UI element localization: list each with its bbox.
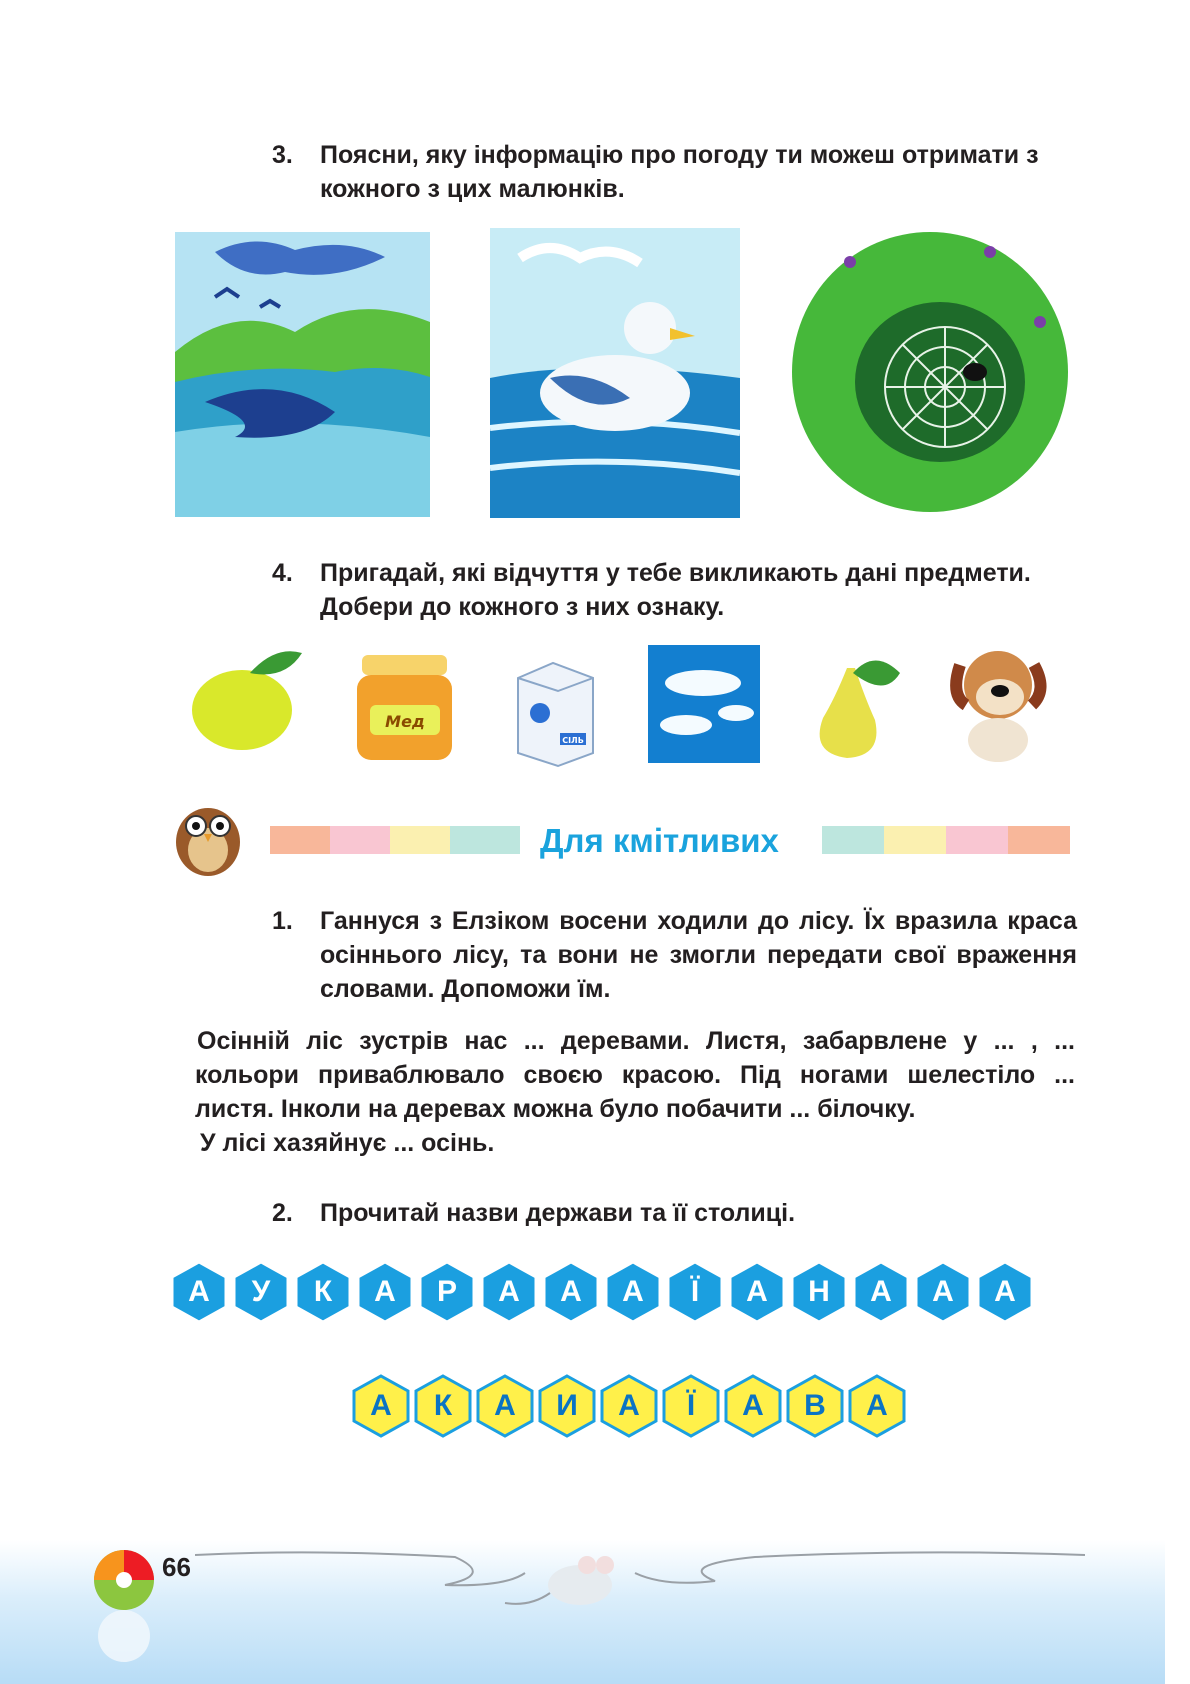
color-stripe	[822, 826, 884, 854]
puzzle-hex-tile	[480, 1260, 538, 1324]
page-number: 66	[162, 1552, 191, 1582]
puzzle-hex-tile	[294, 1260, 352, 1324]
bonus-task-1	[272, 904, 1077, 1006]
puzzle-hex-tile	[976, 1260, 1034, 1324]
mouse-decoration-line	[195, 1545, 1085, 1615]
puzzle-hex-tile	[542, 1260, 600, 1324]
seagull-picture	[490, 228, 740, 518]
story-text: Осінній ліс зустрів нас ... деревами. Листя, забарвлене у ... , ... кольори приваблювало своєю красою. Під ногами шелестіло ... листя. Інколи на деревах можна було побачити ... білочку.	[195, 1027, 1075, 1123]
puzzle-hex-tile	[852, 1260, 910, 1324]
puzzle-letter: А	[498, 1275, 520, 1308]
puzzle-row-capital	[352, 1374, 910, 1438]
puzzle-row-country	[170, 1260, 1038, 1324]
puzzle-hex-tile	[170, 1260, 228, 1324]
task-text: Прочитай назви держави та її столиці.	[320, 1199, 796, 1227]
salt-box-picture	[508, 658, 598, 768]
task-text: Пригадай, які відчуття у тебе викликають дані предмети. Добери до кожного з них ознаку.	[320, 559, 1031, 621]
puzzle-letter: А	[618, 1389, 640, 1422]
bonus-task-2	[272, 1196, 1077, 1230]
story-ending	[200, 1126, 1080, 1160]
puzzle-hex-tile	[914, 1260, 972, 1324]
color-stripe	[270, 826, 330, 854]
puzzle-letter: Н	[808, 1275, 830, 1308]
lemon-picture	[190, 645, 305, 755]
puzzle-letter: А	[560, 1275, 582, 1308]
task-3	[272, 138, 1077, 206]
puzzle-letter: А	[374, 1275, 396, 1308]
honey-jar-picture	[352, 650, 457, 765]
task-number: 1.	[272, 907, 293, 935]
spiderweb-picture	[790, 222, 1070, 517]
puzzle-letter: А	[188, 1275, 210, 1308]
puzzle-letter: В	[804, 1389, 826, 1422]
color-stripe	[1008, 826, 1070, 854]
honey-label: Мед	[385, 712, 425, 731]
puzzle-hex-tile	[666, 1260, 724, 1324]
color-stripe	[946, 826, 1008, 854]
story-text: У лісі хазяйнує ... осінь.	[200, 1129, 495, 1157]
puzzle-letter: А	[746, 1275, 768, 1308]
puzzle-letter: А	[994, 1275, 1016, 1308]
puzzle-hex-tile	[662, 1374, 720, 1438]
puzzle-letter: А	[932, 1275, 954, 1308]
puzzle-letter: А	[866, 1389, 888, 1422]
puzzle-hex-tile	[352, 1374, 410, 1438]
puzzle-letter: Ї	[686, 1389, 696, 1422]
puzzle-hex-tile	[476, 1374, 534, 1438]
puzzle-letter: Р	[436, 1275, 457, 1308]
section-title: Для кмітливих	[540, 822, 779, 859]
puzzle-letter: К	[433, 1389, 453, 1422]
puzzle-letter: Ї	[690, 1275, 700, 1308]
puzzle-letter: К	[313, 1275, 333, 1308]
puzzle-hex-tile	[414, 1374, 472, 1438]
task-text: Ганнуся з Елзіком восени ходили до лісу. Їх вразила краса осіннього лісу, та вони не змогли передати свої враження словами. Допоможи їм.	[320, 907, 1077, 1003]
puppy-picture	[950, 635, 1050, 765]
puzzle-hex-tile	[786, 1374, 844, 1438]
puzzle-letter: И	[556, 1389, 578, 1422]
ice-floes-picture	[648, 645, 760, 763]
puzzle-letter: А	[494, 1389, 516, 1422]
color-stripe	[884, 826, 946, 854]
cd-icon	[92, 1548, 157, 1663]
task-4	[272, 556, 1077, 624]
task-number: 2.	[272, 1199, 293, 1227]
puzzle-hex-tile	[600, 1374, 658, 1438]
puzzle-hex-tile	[356, 1260, 414, 1324]
puzzle-hex-tile	[418, 1260, 476, 1324]
puzzle-hex-tile	[728, 1260, 786, 1324]
story-paragraph	[195, 1024, 1075, 1126]
salt-label: СІЛЬ	[562, 736, 584, 745]
swallow-picture	[175, 232, 430, 517]
puzzle-letter: А	[370, 1389, 392, 1422]
task-number: 3.	[272, 141, 293, 169]
puzzle-letter: У	[251, 1275, 271, 1308]
puzzle-hex-tile	[724, 1374, 782, 1438]
task-number: 4.	[272, 559, 293, 587]
color-stripe	[330, 826, 390, 854]
puzzle-letter: А	[870, 1275, 892, 1308]
puzzle-hex-tile	[604, 1260, 662, 1324]
owl-icon	[160, 790, 260, 880]
puzzle-hex-tile	[538, 1374, 596, 1438]
puzzle-hex-tile	[790, 1260, 848, 1324]
pear-picture	[805, 648, 905, 763]
puzzle-hex-tile	[232, 1260, 290, 1324]
color-stripe	[390, 826, 450, 854]
task-text: Поясни, яку інформацію про погоду ти можеш отримати з кожного з цих малюнків.	[320, 141, 1039, 203]
puzzle-letter: А	[742, 1389, 764, 1422]
puzzle-hex-tile	[848, 1374, 906, 1438]
color-stripe	[450, 826, 520, 854]
puzzle-letter: А	[622, 1275, 644, 1308]
